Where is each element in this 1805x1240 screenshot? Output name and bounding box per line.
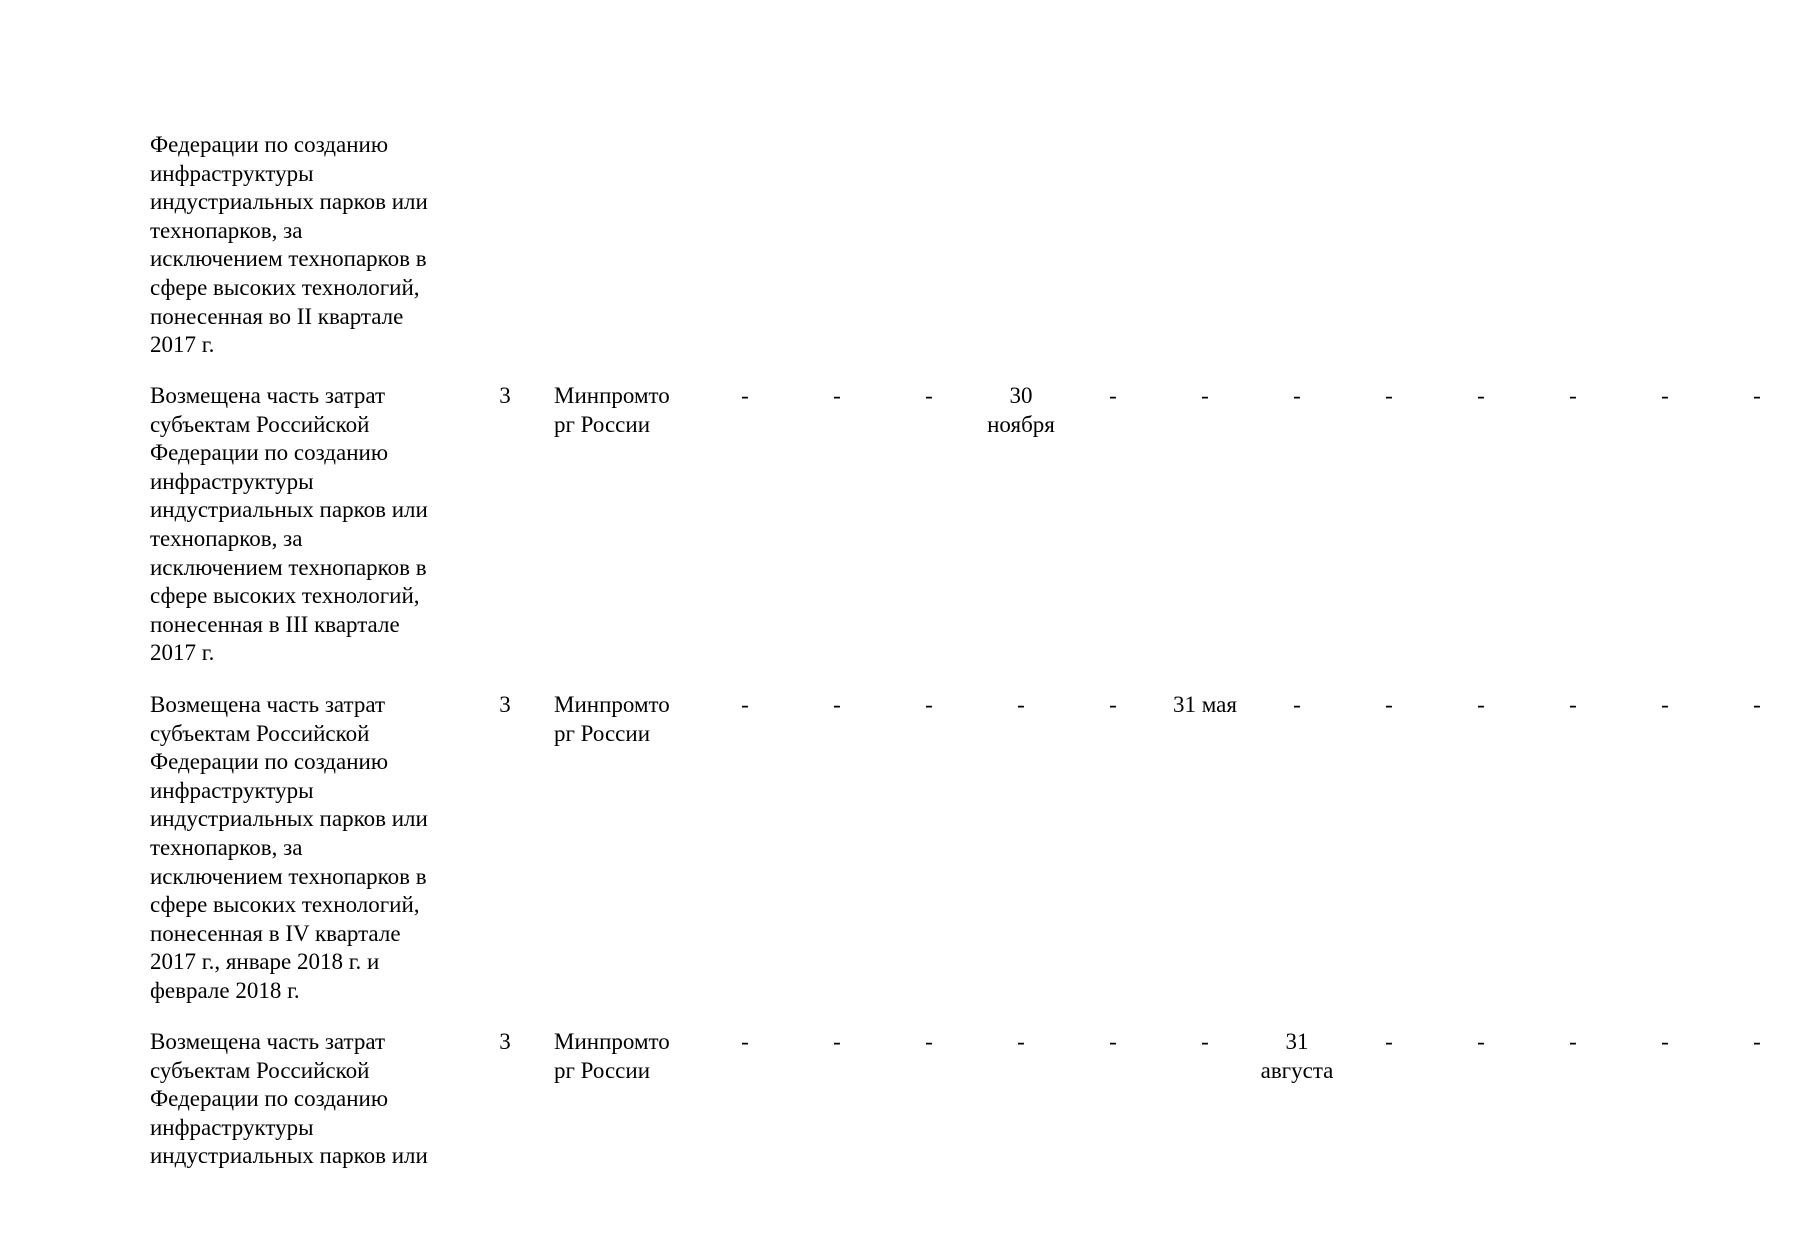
period-cell xyxy=(1709,1028,1805,1057)
executor-line: Минпромто xyxy=(554,383,670,408)
description-line: Возмещена часть затрат xyxy=(150,383,386,408)
period-value: - xyxy=(1569,1029,1577,1054)
period-value: - xyxy=(1569,383,1577,408)
description-line: технопарков, за xyxy=(150,834,303,860)
period-cell xyxy=(1617,382,1713,411)
description-line: субъектам Российской xyxy=(150,720,370,746)
period-cell xyxy=(1617,1028,1713,1057)
description-line: понесенная во II квартале xyxy=(150,303,404,329)
period-cell xyxy=(1341,382,1437,411)
description-line: Возмещена часть затрат xyxy=(150,692,386,717)
period-value: - xyxy=(1109,692,1117,717)
period-value: - xyxy=(1477,383,1485,408)
period-value: ноября xyxy=(987,411,1055,437)
description-line: инфраструктуры xyxy=(150,160,314,186)
period-value: 31 мая xyxy=(1173,692,1237,717)
period-value: - xyxy=(925,1029,933,1054)
executor-line: рг России xyxy=(554,720,651,746)
period-cell xyxy=(1525,691,1621,720)
description-line: индустриальных парков или xyxy=(150,1143,428,1169)
period-value: - xyxy=(1201,1029,1209,1054)
period-value: - xyxy=(925,383,933,408)
description-line: сфере высоких технологий, xyxy=(150,583,420,609)
description-line: инфраструктуры xyxy=(150,1114,314,1140)
period-cell xyxy=(1709,382,1805,411)
period-cell xyxy=(1525,382,1621,411)
period-cell xyxy=(1525,1028,1621,1057)
period-cell xyxy=(1065,382,1161,411)
period-cell xyxy=(1341,1028,1437,1057)
period-cell xyxy=(881,691,977,720)
period-cell xyxy=(1065,691,1161,720)
period-value: - xyxy=(1753,383,1761,408)
description-cell xyxy=(150,382,470,668)
description-line: сфере высоких технологий, xyxy=(150,892,420,918)
description-line: 2017 г., январе 2018 г. и xyxy=(150,949,380,975)
period-value: августа xyxy=(1260,1057,1334,1083)
period-value: - xyxy=(1017,692,1025,717)
period-cell xyxy=(697,382,793,411)
period-value: - xyxy=(1385,383,1393,408)
period-value: - xyxy=(741,1029,749,1054)
period-value: - xyxy=(1661,692,1669,717)
executor-line: рг России xyxy=(554,1057,651,1083)
period-cell xyxy=(789,382,885,411)
description-line: субъектам Российской xyxy=(150,1057,370,1083)
description-line: индустриальных парков или xyxy=(150,189,428,215)
description-line: технопарков, за xyxy=(150,217,303,243)
period-value: 30 xyxy=(1009,383,1033,408)
executor-cell xyxy=(554,382,704,439)
period-cell xyxy=(973,382,1069,439)
period-value: 31 xyxy=(1285,1029,1309,1054)
description-line: Федерации по созданию xyxy=(150,1086,389,1112)
period-value: - xyxy=(1661,383,1669,408)
description-line: индустриальных парков или xyxy=(150,806,428,832)
period-cell xyxy=(1249,382,1345,411)
period-value: - xyxy=(1753,692,1761,717)
description-cell xyxy=(150,131,470,360)
description-line: инфраструктуры xyxy=(150,468,314,494)
period-cell xyxy=(973,1028,1069,1057)
period-value: - xyxy=(1017,1029,1025,1054)
period-cell xyxy=(1249,691,1345,720)
period-value: - xyxy=(741,692,749,717)
period-value: - xyxy=(1661,1029,1669,1054)
period-cell xyxy=(697,691,793,720)
description-cell xyxy=(150,691,470,1006)
period-cell xyxy=(1709,691,1805,720)
description-line: 2017 г. xyxy=(150,332,215,358)
description-line: Возмещена часть затрат xyxy=(150,1029,386,1054)
description-line: технопарков, за xyxy=(150,525,303,551)
period-value: - xyxy=(1293,383,1301,408)
description-line: Федерации по созданию xyxy=(150,440,389,466)
description-line: понесенная в III квартале xyxy=(150,611,400,637)
period-value: - xyxy=(833,383,841,408)
period-cell xyxy=(1157,382,1253,411)
period-cell xyxy=(1433,691,1529,720)
period-cell xyxy=(1157,1028,1253,1057)
description-cell xyxy=(150,1028,470,1171)
executor-cell xyxy=(554,691,704,748)
period-value: - xyxy=(1477,692,1485,717)
description-line: исключением технопарков в xyxy=(150,554,427,580)
executor-line: Минпромто xyxy=(554,1029,670,1054)
description-line: феврале 2018 г. xyxy=(150,977,300,1003)
period-value: - xyxy=(1109,1029,1117,1054)
executor-cell xyxy=(554,1028,704,1085)
period-value: - xyxy=(1569,692,1577,717)
description-line: субъектам Российской xyxy=(150,411,370,437)
description-line: инфраструктуры xyxy=(150,777,314,803)
executor-line: рг России xyxy=(554,411,651,437)
number-cell: 3 xyxy=(499,1029,511,1054)
period-value: - xyxy=(1201,383,1209,408)
executor-line: Минпромто xyxy=(554,692,670,717)
period-value: - xyxy=(833,1029,841,1054)
period-cell xyxy=(789,1028,885,1057)
description-line: понесенная в IV квартале xyxy=(150,920,401,946)
number-cell: 3 xyxy=(499,383,511,408)
description-line: индустриальных парков или xyxy=(150,497,428,523)
period-cell xyxy=(1433,382,1529,411)
period-cell xyxy=(973,691,1069,720)
description-line: Федерации по созданию xyxy=(150,749,389,775)
period-cell xyxy=(1617,691,1713,720)
period-cell xyxy=(1433,1028,1529,1057)
description-line: исключением технопарков в xyxy=(150,246,427,272)
period-value: - xyxy=(1385,1029,1393,1054)
description-line: Федерации по созданию xyxy=(150,132,389,157)
period-value: - xyxy=(741,383,749,408)
period-value: - xyxy=(1293,692,1301,717)
period-cell xyxy=(1065,1028,1161,1057)
number-cell: 3 xyxy=(499,692,511,717)
period-cell xyxy=(1249,1028,1345,1085)
period-cell xyxy=(881,1028,977,1057)
period-value: - xyxy=(833,692,841,717)
description-line: 2017 г. xyxy=(150,640,215,666)
period-cell xyxy=(789,691,885,720)
description-line: сфере высоких технологий, xyxy=(150,274,420,300)
period-cell xyxy=(697,1028,793,1057)
period-value: - xyxy=(1385,692,1393,717)
period-value: - xyxy=(1477,1029,1485,1054)
description-line: исключением технопарков в xyxy=(150,863,427,889)
period-cell xyxy=(1157,691,1253,720)
period-value: - xyxy=(925,692,933,717)
period-value: - xyxy=(1109,383,1117,408)
period-cell xyxy=(1341,691,1437,720)
period-value: - xyxy=(1753,1029,1761,1054)
period-cell xyxy=(881,382,977,411)
